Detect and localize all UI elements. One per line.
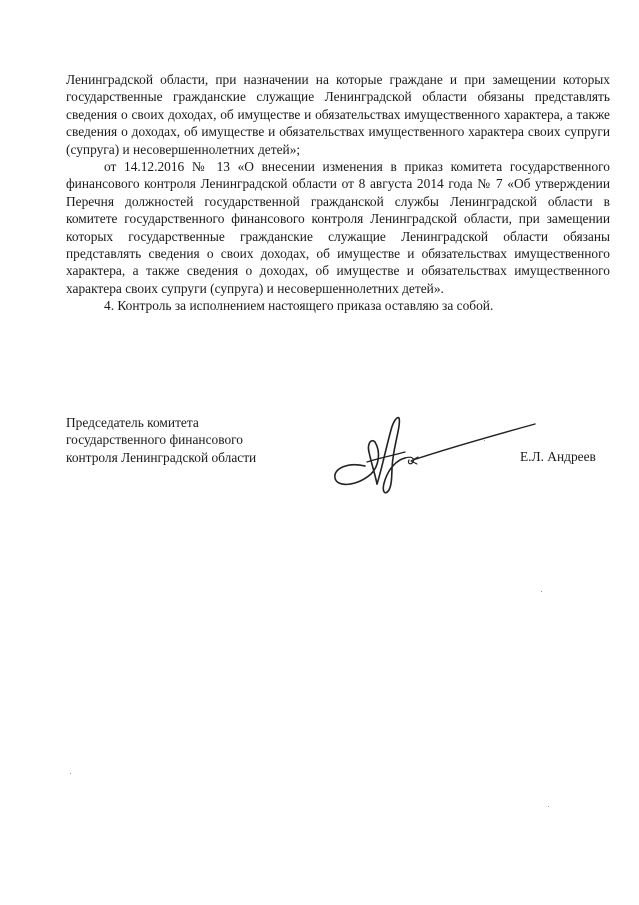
signer-title-line-2: государственного финансового (66, 432, 244, 448)
scan-speck (484, 440, 485, 441)
scan-speck (541, 591, 542, 592)
signer-title-line-1: Председатель комитета (66, 415, 199, 430)
handwritten-signature (327, 412, 542, 497)
paragraph-control-clause: 4. Контроль за исполнением настоящего приказа оставляю за собой. (104, 298, 494, 314)
document-body (66, 71, 610, 315)
paragraph-order-reference: от 14.12.2016 № 13 «О внесении изменения в приказ комитета государственного финансового контроля Ленинградской области от 8 августа 2014 года № 7 «Об утверждении Перечня должностей государственной гражданской службы Ленинградской области в комитете государственного финансового контроля Ленинградской области, при замещении которых государственные гражданские служащие Ленинградской области обязаны представлять сведения о своих доходах, об имуществе и обязательствах имущественного характера, а также сведения о доходах, об имуществе и обязательствах имущественного характера своих супруги (супруга) и несовершеннолетних детей». (66, 159, 610, 296)
signer-name: Е.Л. Андреев (520, 449, 596, 464)
signer-title (66, 414, 326, 466)
scan-speck (70, 773, 71, 774)
signer-title-line-3: контроля Ленинградской области (66, 449, 257, 465)
scan-speck (548, 806, 549, 807)
paragraph-continuation: Ленинградской области, при назначении на которые граждане и при замещении которых государственные гражданские служащие Ленинградской области обязаны представлять сведения о своих доходах, об имуществе и обязательствах имущественного характера, а также сведения о доходах, об имуществе и обязательствах имущественного характера своих супруги (супруга) и несовершеннолетних детей»; (66, 72, 610, 157)
